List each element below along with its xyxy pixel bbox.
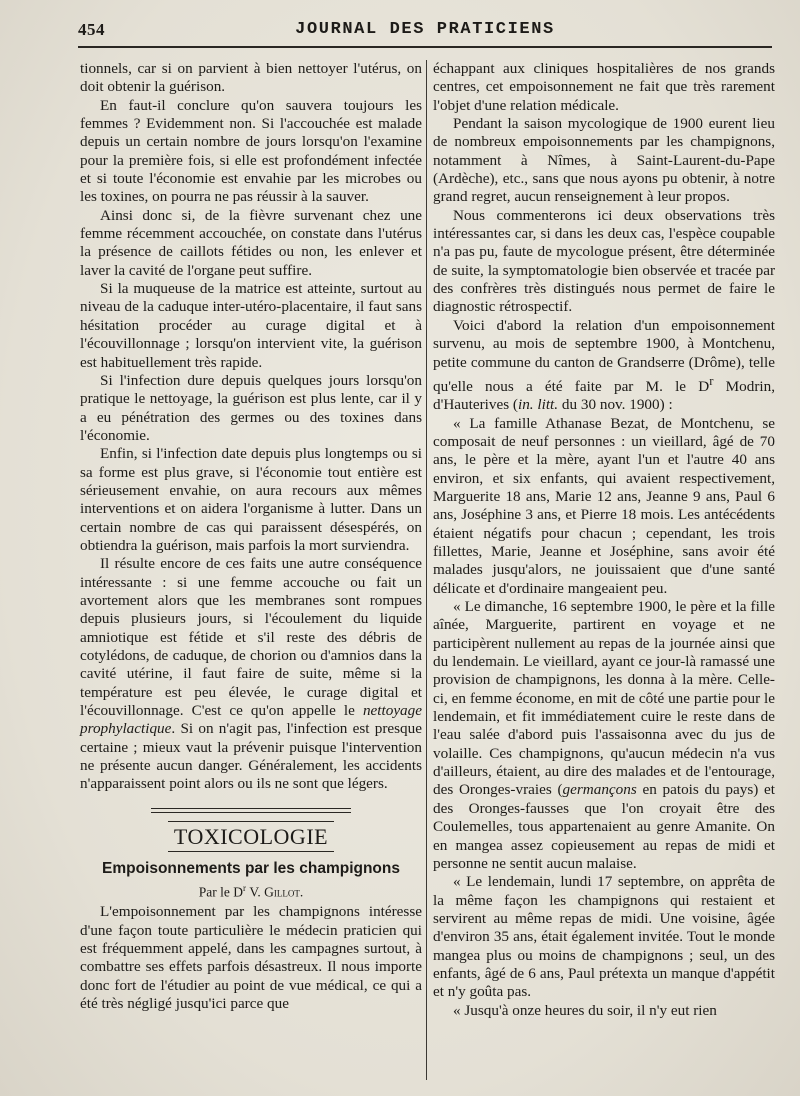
author-name: V. Gillot. xyxy=(249,884,304,900)
section-title-text: TOXICOLOGIE xyxy=(168,821,334,852)
paragraph xyxy=(433,598,775,873)
paragraph: Ainsi donc si, de la fièvre survenant chez une femme récemment accouchée, on constate dans l'utérus la présence de caillots fétides ou non, les enlever et laver la cavité de l'organe peut suffire. xyxy=(80,206,422,279)
paragraph-text: Il résulte encore de ces faits une autre conséquence intéressante : si une femme accouche ou fait un avortement alors que les membranes sont rompues depuis plusieurs jours, si l'écoulement du liquide amniotique est fétide et s'il reste des débris de cotylédons, de caduque, de chorion ou d'amnios dans la cavité utérine, il faut faire de suite, même si la température est peu élevée, le curage digital et l'écouvillonnage. C'est ce qu'on appelle le xyxy=(80,555,422,720)
paragraph: échappant aux cliniques hospitalières de nos grands centres, cet empoisonnement ne fait que très rarement l'objet d'une relation médicale. xyxy=(433,60,775,114)
paragraph: L'empoisonnement par les champignons intéresse d'une façon toute particulière le médecin praticien qui est fréquemment appelé, dans les campagnes surtout, à combattre ses effets parfois désastreux. Il nous importe donc fort de l'étudier au point de vue médical, ce qui a été très négligé jusqu'ici parce que xyxy=(80,903,422,1012)
page-header xyxy=(78,18,772,44)
right-column xyxy=(433,60,775,1020)
paragraph xyxy=(433,317,775,415)
paragraph: Si l'infection dure depuis quelques jours lorsqu'on pratique le nettoyage, la guérison est plus lente, car il y a eu pénétration des germes ou des toxines dans l'économie. xyxy=(80,371,422,444)
paragraph-text: en patois du pays) et des Oronges-fausses que l'on croyait être des Coulemelles, tous appartenaient au genre Amanite. On en mangea assez copieusement au repas de midi et personne ne sentit aucun malaise. xyxy=(433,781,775,872)
italic-term: in. litt. xyxy=(517,396,559,414)
italic-term: germançons xyxy=(562,781,637,799)
paragraph: « Le lendemain, lundi 17 septembre, on apprêta de la même façon les champignons qui restaient et servirent au même repas de midi. Une voisine, âgée d'environ 35 ans, était également invitée. Tout le monde mangea plus ou moins de champignons ; seul, un des enfants, âgé de 6 ans, Paul prétexta un manque d'appétit et n'y goûta pas. xyxy=(433,873,775,1001)
paragraph: En faut-il conclure qu'on sauvera toujours les femmes ? Evidemment non. Si l'accouchée est malade depuis un certain nombre de jours lorsqu'on l'examine pour la première fois, si elle est profondément infectée et si toute l'économie est envahie par les microbes ou les toxines, on pourra ne pas réussir à la sauver. xyxy=(80,96,422,206)
article-title: Empoisonnements par les champignons xyxy=(101,859,400,877)
paragraph-text: « Le dimanche, 16 septembre 1900, le père et la fille aînée, Marguerite, partirent en voyage et ne participèrent nullement au repas de la journée ainsi que du lendemain. Le vieillard, ayant ce jour-là ramassé une provision de champignons, les donna à la mère. Celle-ci, en femme économe, en mit de côté une partie pour le lendemain, et fit immédiatement cuire le reste dans de l'eau salée d'abord puis l'assaisonna avec du jus de volaille. Ces champignons, qu'aucun médecin n'a vus d'ailleurs, étaient, au dire des malades et de l'entourage, des Oronges-vraies ( xyxy=(433,598,775,799)
journal-title: JOURNAL DES PRATICIENS xyxy=(295,20,555,39)
byline-prefix: Par le D xyxy=(198,884,243,900)
paragraph-text: . Si on n'agit pas, l'infection est presque certaine ; mieux vaut la prévenir puisque l'intervention ne présente aucun danger. Généralement, les accidents n'apparaissent point alors ou ils ne sont que légers. xyxy=(80,720,422,793)
section-title xyxy=(80,825,422,849)
column-divider xyxy=(426,60,427,1080)
section-divider xyxy=(151,808,351,813)
header-rule xyxy=(78,46,772,48)
byline-sup: r xyxy=(243,882,246,893)
paragraph xyxy=(80,555,422,793)
paragraph: Si la muqueuse de la matrice est atteinte, surtout au niveau de la caduque inter-utéro-placentaire, il faut sans hésitation procéder au curage digital et à l'écouvillonnage ; lorsqu'on intervient vite, la guérison est habituellement très rapide. xyxy=(80,280,422,371)
superscript: r xyxy=(709,373,714,388)
page-number: 454 xyxy=(78,20,105,39)
byline xyxy=(80,879,422,902)
paragraph: tionnels, car si on parvient à bien nettoyer l'utérus, on doit obtenir la guérison. xyxy=(80,60,422,96)
paragraph-text: du 30 nov. 1900) : xyxy=(558,396,673,414)
paragraph: « Jusqu'à onze heures du soir, il n'y eut rien xyxy=(453,1001,717,1019)
paragraph: Nous commenterons ici deux observations très intéressantes car, si dans les deux cas, l'espèce coupable n'a pas pu, faute de mycologue présent, être déterminée de suite, la symptomatologie bien observée et tracée par des confrères très distingués nous permet de faire le diagnostic rétrospectif. xyxy=(433,206,775,316)
italic-term: nettoyage prophylactique xyxy=(80,702,422,738)
left-column xyxy=(80,60,422,1013)
paragraph: Enfin, si l'infection date depuis plus longtemps ou si sa forme est plus grave, si l'économie tout entière est sérieusement envahie, on aura recours aux mêmes interventions et on aidera l'organisme à lutter. Dans un certain nombre de cas qui paraissent désespérés, on obtiendra la guérison, mais parfois la mort surviendra. xyxy=(80,445,422,554)
paragraph-text: Voici d'abord la relation d'un empoisonnement survenu, au mois de septembre 1900, à Montchenu, petite commune du canton de Grandserre (Drôme), telle qu'elle nous a été faite par M. le D xyxy=(433,316,775,395)
paragraph-text: Modrin, d'Hauterives ( xyxy=(433,377,775,414)
paragraph: « La famille Athanase Bezat, de Montchenu, se composait de neuf personnes : un vieillard, âgé de 70 ans, le père et la mère, ayant l'un et l'autre 40 ans environ, et six enfants, qui avaient respectivement, Marguerite 18 ans, Marie 12 ans, Jeanne 9 ans, Paul 6 ans, Joséphine 3 ans, et Pierre 18 mois. Les antécédents étaient négatifs pour chacun ; cependant, les trois fillettes, Marie, Jeanne et Joséphine, sans avoir été malades jusqu'alors, ne jouissaient que d'une santé délicate et d'ordinaire mangeaient peu. xyxy=(433,414,775,597)
paragraph: Pendant la saison mycologique de 1900 eurent lieu de nombreux empoisonnements par les champignons, notamment à Nîmes, à Saint-Laurent-du-Pape (Ardèche), etc., sans que nous ayons pu obtenir, à notre grand regret, aucun renseignement à leur propos. xyxy=(433,115,775,206)
